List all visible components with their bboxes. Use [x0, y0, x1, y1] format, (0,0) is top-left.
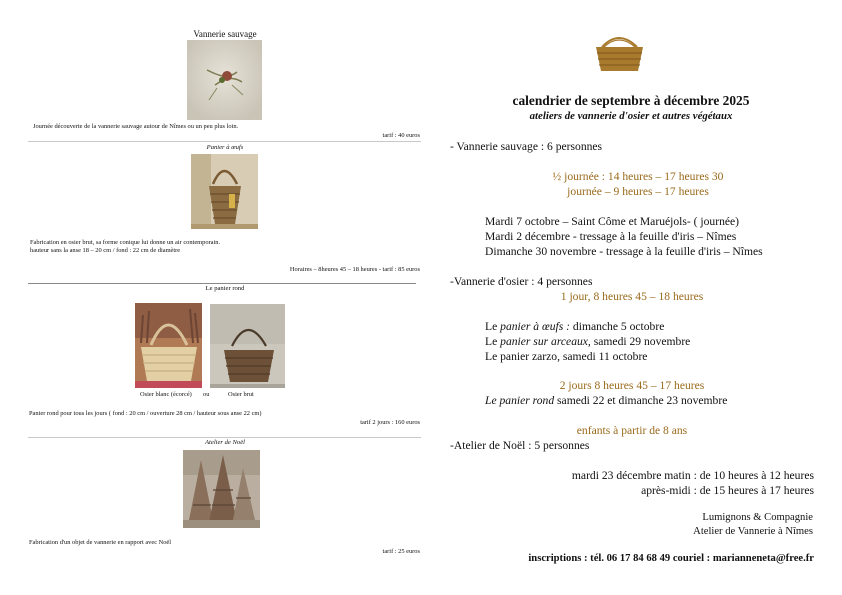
vannerie-sauvage-heading: - Vannerie sauvage : 6 personnes	[450, 140, 603, 153]
full-day-hours: journée – 9 heures – 17 heures	[567, 185, 709, 198]
section-title-panier-oeufs: Panier à œufs	[206, 144, 244, 151]
section2-description-line1: Fabrication en osier brut, sa forme conique lui donne un air contemporain.	[30, 239, 221, 246]
two-days-hours: 2 jours 8 heures 45 – 17 heures	[559, 379, 705, 392]
section3-tarif: tarif 2 jours : 160 euros	[360, 419, 420, 426]
photo-round-basket-white	[135, 303, 202, 388]
vo-item-2: Le panier sur arceaux, samedi 29 novembre	[485, 335, 691, 348]
section3-description: Panier rond pour tous les jours ( fond : 20 cm / ouverture 28 cm / hauteur sous anse 22 cm)	[29, 410, 262, 417]
page-title: calendrier de septembre à décembre 2025	[512, 93, 750, 108]
section1-description: Journée découverte de la vannerie sauvage autour de Nîmes ou un peu plus loin.	[33, 123, 239, 130]
org-name: Lumignons & Compagnie	[702, 512, 813, 523]
section-title-panier-rond: Le panier rond	[205, 285, 245, 292]
children-age: enfants à partir de 8 ans	[576, 424, 688, 437]
inscriptions-contact: inscriptions : tél. 06 17 84 68 49 couriel : marianneneta@free.fr	[528, 553, 814, 564]
section-title-vannerie-sauvage: Vannerie sauvage	[193, 29, 257, 39]
vs-date-3: Dimanche 30 novembre - tressage à la feuille d'iris – Nîmes	[485, 245, 763, 258]
caption-ou: ou	[203, 391, 210, 398]
page-subtitle: ateliers de vannerie d'osier et autres végétaux	[529, 110, 733, 122]
photo-wild-weaving	[187, 40, 262, 120]
section2-description-line2: hauteur sans la anse 18 – 20 cm / fond : 22 cm de diamètre	[30, 247, 181, 254]
caption-osier-brut: Osier brut	[228, 391, 254, 398]
vo-item-1: Le panier à œufs : dimanche 5 octobre	[485, 320, 665, 333]
vo-two-days-item: Le panier rond samedi 22 et dimanche 23 novembre	[485, 394, 728, 407]
section-title-atelier-noel: Atelier de Noël	[205, 439, 245, 446]
photo-egg-basket	[191, 154, 258, 229]
section1-tarif: tarif : 40 euros	[382, 132, 420, 139]
section2-horaires: Horaires – 8heures 45 – 18 heures - tarif : 85 euros	[289, 266, 420, 273]
section4-tarif: tarif : 25 euros	[382, 548, 420, 555]
basket-icon	[594, 31, 645, 73]
atelier-noel-heading: -Atelier de Noël : 5 personnes	[450, 439, 590, 452]
vs-date-2: Mardi 2 décembre - tressage à la feuille d'iris – Nîmes	[485, 230, 737, 243]
photo-christmas-trees	[183, 450, 260, 528]
noel-line-2: après-midi : de 15 heures à 17 heures	[641, 484, 814, 497]
org-subtitle: Atelier de Vannerie à Nîmes	[693, 526, 813, 537]
vs-date-1: Mardi 7 octobre – Saint Côme et Maruéjols- ( journée)	[485, 215, 740, 228]
divider	[28, 141, 421, 142]
section4-description: Fabrication d'un objet de vannerie en rapport avec Noël	[29, 539, 172, 546]
divider	[28, 283, 416, 284]
one-day-hours: 1 jour, 8 heures 45 – 18 heures	[560, 290, 704, 303]
half-day-hours: ½ journée : 14 heures – 17 heures 30	[552, 170, 724, 183]
photo-round-basket-raw	[210, 304, 285, 388]
caption-osier-blanc: Osier blanc (écorcé)	[140, 391, 192, 398]
noel-line-1: mardi 23 décembre matin : de 10 heures à 12 heures	[571, 469, 814, 482]
divider	[28, 437, 421, 438]
vannerie-osier-heading: -Vannerie d'osier : 4 personnes	[450, 275, 593, 288]
vo-item-3: Le panier zarzo, samedi 11 octobre	[485, 350, 648, 363]
